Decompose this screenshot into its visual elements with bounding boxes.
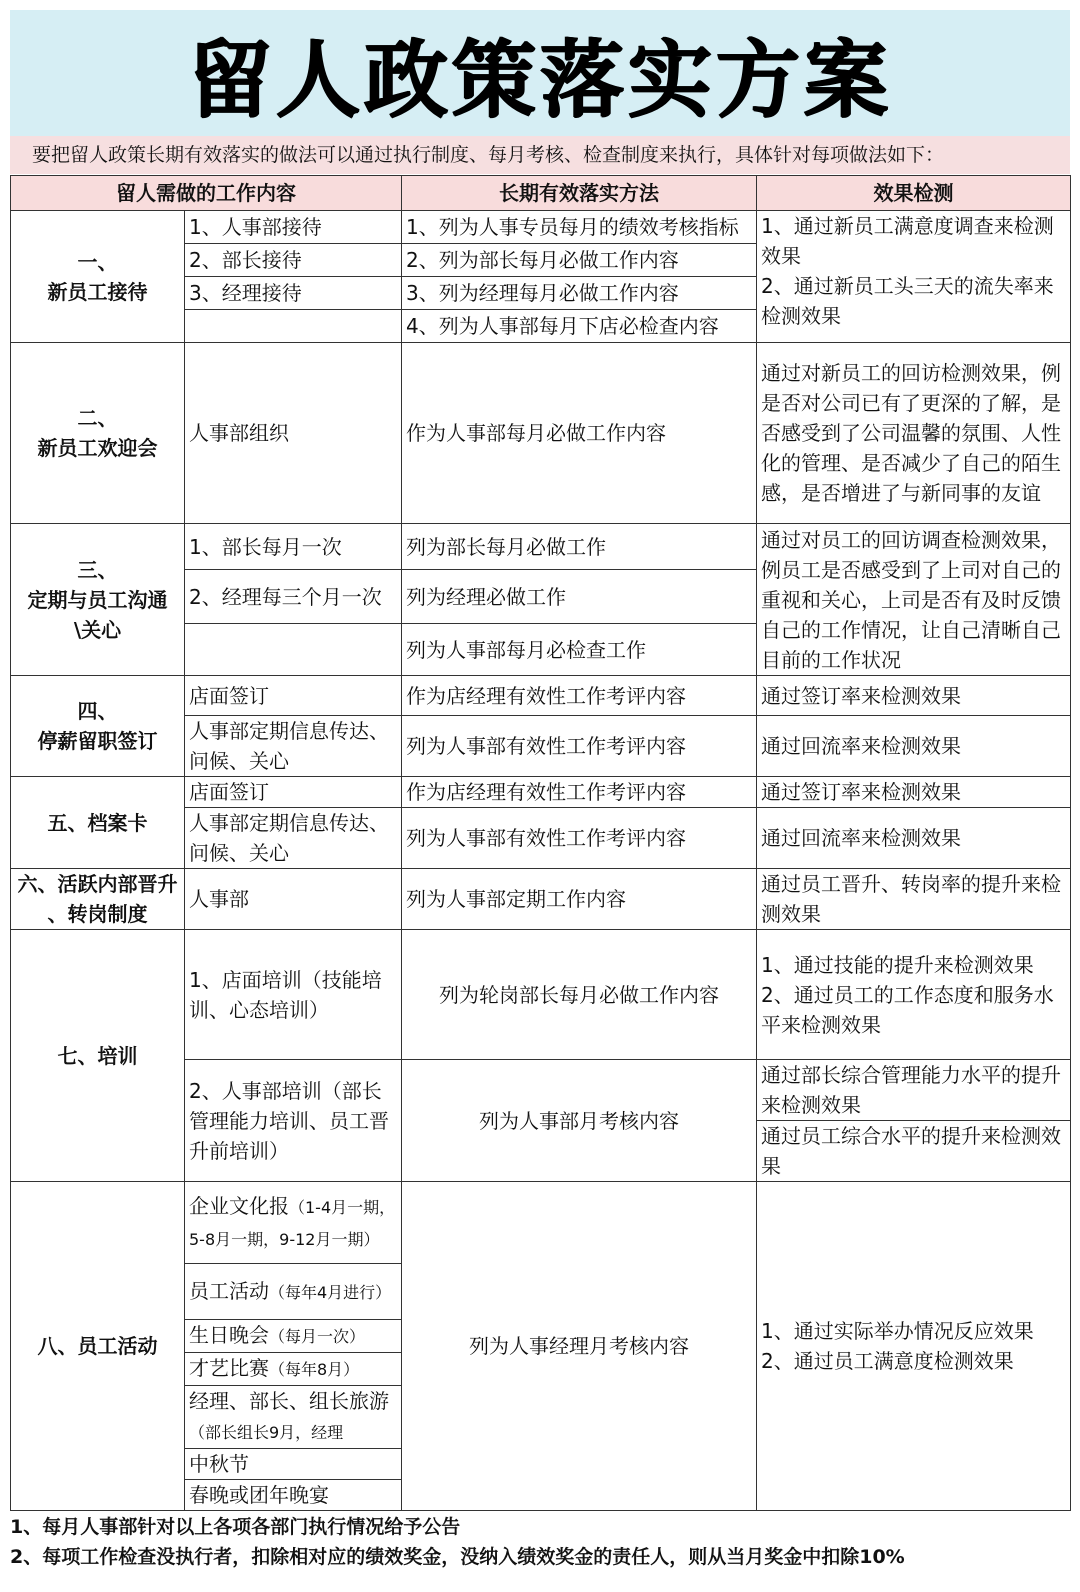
category-4: 四、 停薪留职签订 — [11, 676, 185, 777]
method-item: 作为人事部每月必做工作内容 — [402, 343, 757, 524]
category-7: 七、培训 — [11, 930, 185, 1182]
effect-cell: 通过对员工的回访调查检测效果，例员工是否感受到了上司对自己的重视和关心，上司是否有及时反馈自己的工作情况，让自己清晰自己目前的工作状况 — [757, 524, 1071, 676]
method-item: 列为部长每月必做工作 — [402, 524, 757, 570]
method-item: 4、列为人事部每月下店必检查内容 — [402, 310, 757, 343]
table-row — [11, 211, 1071, 244]
category-5: 五、档案卡 — [11, 777, 185, 869]
effect-cell: 1、通过技能的提升来检测效果 2、通过员工的工作态度和服务水平来检测效果 — [757, 930, 1071, 1060]
table-row — [11, 1182, 1071, 1264]
method-item: 列为人事部每月必检查工作 — [402, 624, 757, 676]
table-row — [11, 777, 1071, 808]
effect-item: 通过签订率来检测效果 — [757, 777, 1071, 808]
effect-cell: 1、通过新员工满意度调查来检测效果 2、通过新员工头三天的流失率来检测效果 — [757, 211, 1071, 343]
effect-item: 通过部长综合管理能力水平的提升来检测效果 — [757, 1060, 1071, 1121]
effect-cell: 通过对新员工的回访检测效果，例是否对公司已有了更深的了解，是否感受到了公司温馨的氛围、人性化的管理、是否减少了自己的陌生感，是否增进了与新同事的友谊 — [757, 343, 1071, 524]
effect-cell: 1、通过实际举办情况反应效果 2、通过员工满意度检测效果 — [757, 1182, 1071, 1511]
work-item-empty — [185, 624, 402, 676]
work-item: 2、部长接待 — [185, 244, 402, 277]
activity-item: 春晚或团年晚宴 — [185, 1480, 402, 1511]
activity-item: 员工活动（每年4月进行） — [185, 1264, 402, 1320]
activity-item: 企业文化报（1-4月一期，5-8月一期，9-12月一期） — [185, 1182, 402, 1264]
category-8: 八、员工活动 — [11, 1182, 185, 1511]
activity-item: 经理、部长、组长旅游 （部长组长9月，经理 — [185, 1386, 402, 1449]
work-item: 店面签订 — [185, 777, 402, 808]
work-item: 人事部定期信息传达、问候、关心 — [185, 808, 402, 869]
table-row — [11, 930, 1071, 1060]
table-row — [11, 524, 1071, 570]
intro-text: 要把留人政策长期有效落实的做法可以通过执行制度、每月考核、检查制度来执行，具体针对每项做法如下： — [10, 136, 1070, 174]
work-item: 3、经理接待 — [185, 277, 402, 310]
category-1: 一、 新员工接待 — [11, 211, 185, 343]
table-row — [11, 869, 1071, 930]
header-effect: 效果检测 — [757, 176, 1071, 211]
method-item: 列为经理必做工作 — [402, 570, 757, 624]
work-item-empty — [185, 310, 402, 343]
effect-item: 通过签订率来检测效果 — [757, 676, 1071, 716]
page-title: 留人政策落实方案 — [187, 30, 892, 129]
work-item: 2、经理每三个月一次 — [185, 570, 402, 624]
effect-item: 通过员工晋升、转岗率的提升来检测效果 — [757, 869, 1071, 930]
category-2: 二、 新员工欢迎会 — [11, 343, 185, 524]
work-item: 1、店面培训（技能培训、心态培训） — [185, 930, 402, 1060]
work-item: 1、部长每月一次 — [185, 524, 402, 570]
activity-item: 中秋节 — [185, 1449, 402, 1480]
category-3: 三、 定期与员工沟通\关心 — [11, 524, 185, 676]
work-item: 人事部定期信息传达、问候、关心 — [185, 716, 402, 777]
method-item: 3、列为经理每月必做工作内容 — [402, 277, 757, 310]
method-item: 列为人事部月考核内容 — [402, 1060, 757, 1182]
footer-note: 2、每项工作检查没执行者，扣除相对应的绩效奖金，没纳入绩效奖金的责任人，则从当月奖金中扣除10% — [10, 1546, 905, 1568]
method-item: 列为人事部定期工作内容 — [402, 869, 757, 930]
policy-table — [10, 175, 1071, 1511]
title-banner — [10, 10, 1070, 136]
work-item: 1、人事部接待 — [185, 211, 402, 244]
method-item: 列为人事经理月考核内容 — [402, 1182, 757, 1511]
effect-item: 通过员工综合水平的提升来检测效果 — [757, 1121, 1071, 1182]
method-item: 2、列为部长每月必做工作内容 — [402, 244, 757, 277]
table-row — [11, 676, 1071, 716]
work-item: 2、人事部培训（部长管理能力培训、员工晋升前培训） — [185, 1060, 402, 1182]
table-row — [11, 343, 1071, 524]
method-item: 作为店经理有效性工作考评内容 — [402, 777, 757, 808]
method-item: 列为轮岗部长每月必做工作内容 — [402, 930, 757, 1060]
work-item: 店面签订 — [185, 676, 402, 716]
header-work: 留人需做的工作内容 — [11, 176, 402, 211]
footer-notes — [10, 1512, 1070, 1572]
work-item: 人事部 — [185, 869, 402, 930]
method-item: 1、列为人事专员每月的绩效考核指标 — [402, 211, 757, 244]
activity-item: 才艺比赛（每年8月） — [185, 1353, 402, 1386]
method-item: 列为人事部有效性工作考评内容 — [402, 808, 757, 869]
activity-item: 生日晚会（每月一次） — [185, 1320, 402, 1353]
method-item: 作为店经理有效性工作考评内容 — [402, 676, 757, 716]
header-method: 长期有效落实方法 — [402, 176, 757, 211]
effect-item: 通过回流率来检测效果 — [757, 716, 1071, 777]
effect-item: 通过回流率来检测效果 — [757, 808, 1071, 869]
header-row — [11, 176, 1071, 211]
work-item: 人事部组织 — [185, 343, 402, 524]
footer-note: 1、每月人事部针对以上各项各部门执行情况给予公告 — [10, 1516, 461, 1538]
method-item: 列为人事部有效性工作考评内容 — [402, 716, 757, 777]
category-6: 六、活跃内部晋升 、转岗制度 — [11, 869, 185, 930]
